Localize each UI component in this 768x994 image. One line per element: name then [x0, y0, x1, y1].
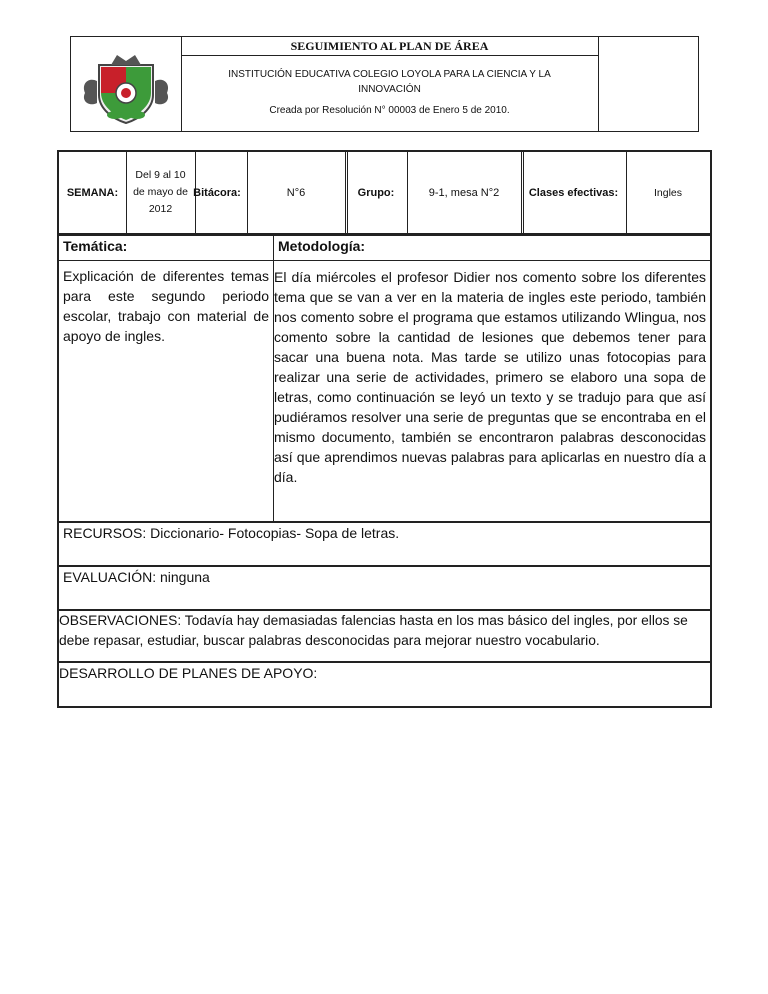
metodologia-cell [273, 235, 712, 522]
desarrollo-row [57, 662, 712, 708]
semana-label: SEMANA: [59, 152, 127, 233]
clases-label: Clases efectivas: [521, 152, 627, 233]
evaluacion-text: EVALUACIÓN: ninguna [63, 569, 210, 585]
tematica-label: Temática: [63, 238, 128, 254]
evaluacion-row [57, 566, 712, 610]
recursos-row [57, 522, 712, 566]
semana-value: Del 9 al 10 de mayo de 2012 [126, 152, 196, 233]
tematica-text: Explicación de diferentes temas para este segundo periodo escolar, trabajo con material de apoyo de ingles. [63, 268, 269, 344]
clases-value: Ingles [653, 186, 683, 199]
document-header [70, 36, 699, 132]
bitacora-value: N°6 [247, 152, 348, 233]
info-row [57, 150, 712, 235]
school-crest-logo [81, 43, 171, 127]
institution-line-1: INSTITUCIÓN EDUCATIVA COLEGIO LOYOLA PARA LA CIENCIA Y LA [228, 69, 551, 80]
document-title: SEGUIMIENTO AL PLAN DE ÁREA [290, 39, 489, 53]
metodologia-text: El día miércoles el profesor Didier nos comento sobre los diferentes tema que se van a ver en la materia de ingles este periodo, también nos comento sobre el programa que estamos utilizando Wlingua, nos comento sobre la cantidad de lesiones que debemos tener para sacar una buena nota. Mas tarde se utilizo unas fotocopias para realizar una serie de actividades, primero se elaboro una sopa de letras, como continuación se leyó un texto y se tradujo para que así pudiéramos resolver una serie de preguntas que se encontraba en el mismo documento, también se encontraron palabras desconocidas así que aprendimos nuevas palabras para aplicarlas en nuestro día a día. [274, 269, 706, 485]
institution-name [181, 67, 598, 97]
institution-line-2: INNOVACIÓN [358, 84, 421, 95]
recursos-text: RECURSOS: Diccionario- Fotocopias- Sopa de letras. [63, 525, 400, 541]
grupo-value: 9-1, mesa N°2 [407, 152, 524, 233]
tematica-cell [57, 235, 274, 522]
observaciones-text: OBSERVACIONES: Todavía hay demasiadas falencias hasta en los mas básico del ingles, por ellos se debe repasar, estudiar, buscar palabras desconocidas para mejorar nuestro vocabulario. [59, 613, 688, 648]
grupo-label: Grupo: [345, 152, 408, 233]
bitacora-label: Bitácora: [187, 152, 248, 233]
metodologia-label: Metodología: [278, 238, 366, 254]
desarrollo-text: DESARROLLO DE PLANES DE APOYO: [59, 665, 318, 681]
resolution-text: Creada por Resolución N° 00003 de Enero 5 de 2010. [269, 105, 510, 116]
observaciones-row [57, 610, 712, 662]
